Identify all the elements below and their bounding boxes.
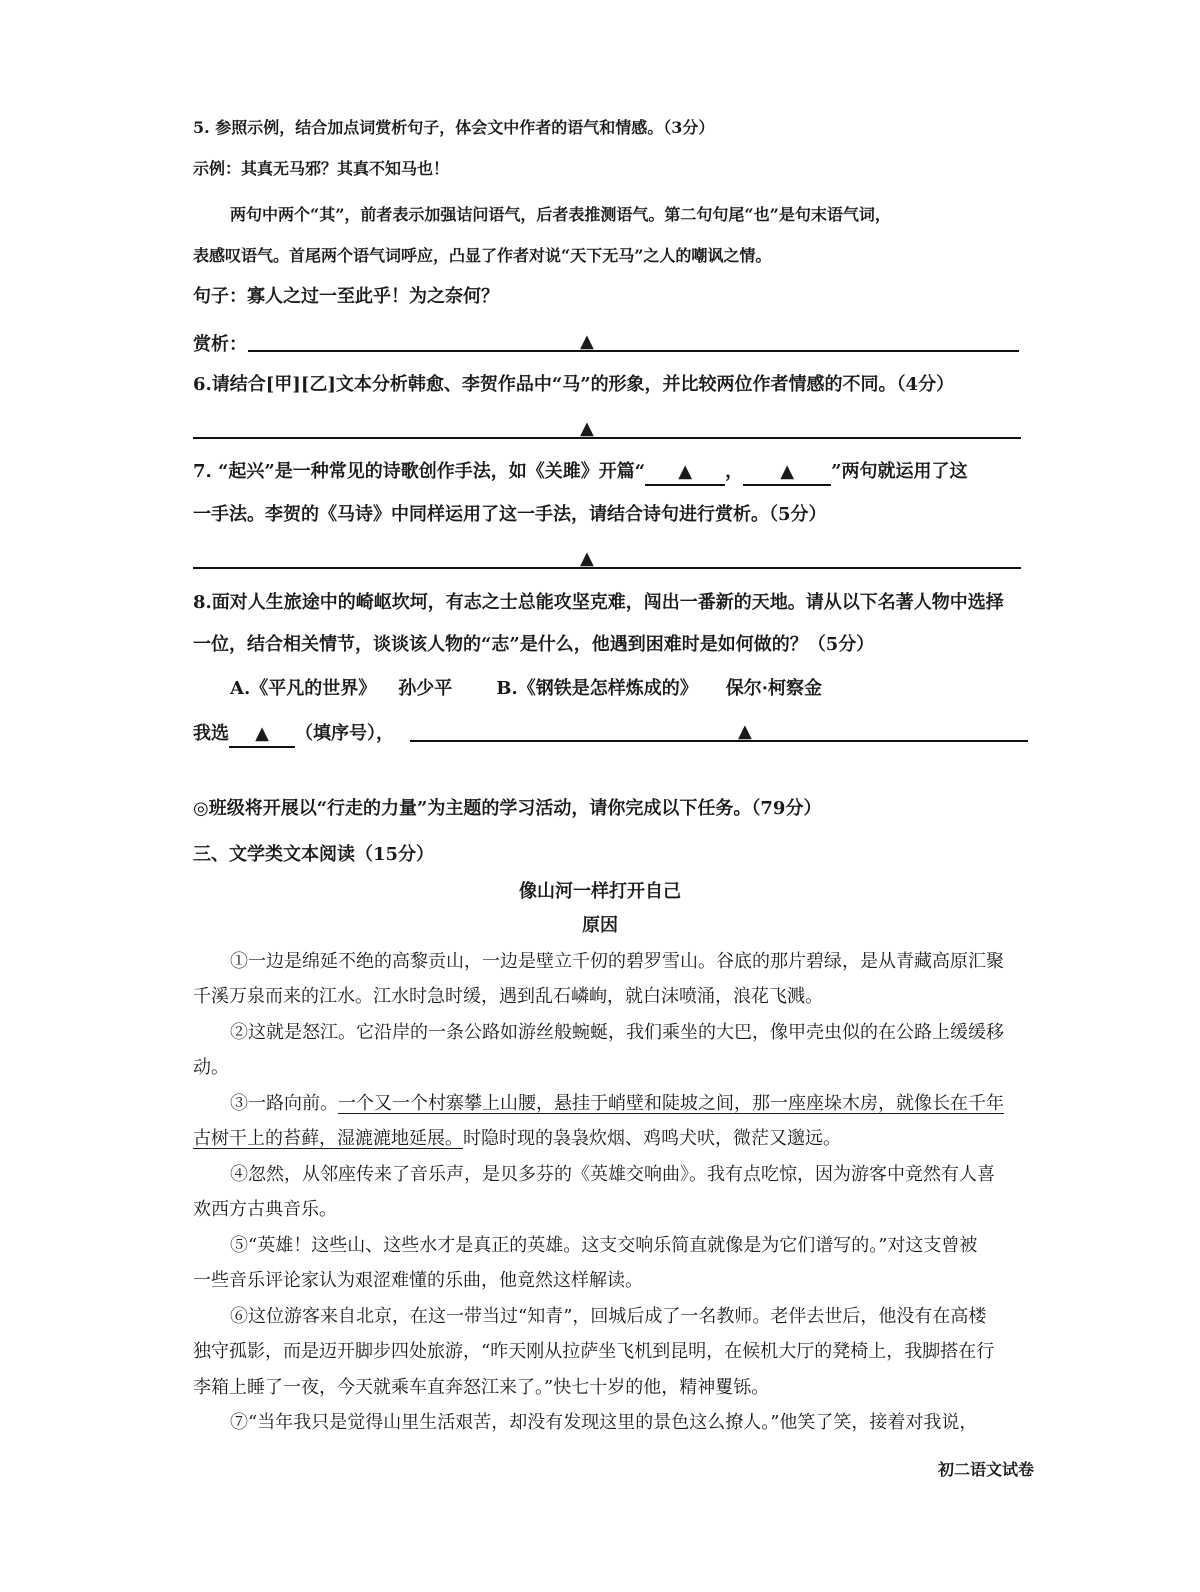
q5-prompt: 5. 参照示例，结合加点词赏析句子，体会文中作者的语气和情感。（3分） [193, 118, 715, 137]
q5-example [193, 157, 449, 181]
article-p5-line2: 一些音乐评论家认为艰涩难懂的乐曲，他竟然这样解读。 [193, 1270, 643, 1291]
q8-option-a-person: 孙少平 [398, 678, 453, 699]
article-p7-line1: ⑦“当年我只是觉得山里生活艰苦，却没有发现这里的景色这么撩人。”他笑了笑，接着对我说， [230, 1412, 978, 1433]
page-footer: 初二语文试卷 [938, 1460, 1035, 1479]
q5-answer-line[interactable] [248, 350, 1019, 352]
article-author: 原因 [582, 915, 618, 936]
article-p3-underlined-2: 古树干上的苔藓，湿漉漉地延展。 [193, 1128, 463, 1149]
q5-answer-mark: ▲ [580, 331, 594, 352]
article-p3-prefix: ③一路向前。 [230, 1093, 338, 1114]
article-p6-line2: 独守孤影，而是迈开脚步四处旅游，“昨天刚从拉萨坐飞机到昆明，在候机大厅的凳椅上，我脚搭在行 [193, 1341, 995, 1362]
q8-answer-line[interactable] [410, 740, 1028, 742]
q5-analysis-line1: 两句中两个“其”，前者表示加强诘问语气，后者表推测语气。第二句句尾“也”是句末语气词， [230, 205, 891, 224]
q5-analysis-line2: 表感叹语气。首尾两个语气词呼应，凸显了作者对说“天下无马”之人的嘲讽之情。 [193, 246, 772, 265]
q5-example-prefix: 示例： [193, 159, 242, 178]
q7-prompt [193, 460, 967, 486]
q7-sep: ， [725, 461, 744, 482]
q8-option-b-book: B.《钢铁是怎样炼成的》 [496, 678, 698, 699]
q8-choose [193, 722, 394, 748]
q8-choose-blank[interactable]: ▲ [229, 722, 295, 748]
q6-prompt: 6.请结合[甲][乙]文本分析韩愈、李贺作品中“马”的形象，并比较两位作者情感的不同。（4分） [193, 374, 955, 395]
q7-answer-mark: ▲ [580, 548, 594, 569]
article-p5-line1: ⑤“英雄！这些山、这些水才是真正的英雄。这支交响乐简直就像是为它们谱写的。”对这支曾被 [230, 1235, 978, 1256]
article-p4-line2: 欢西方古典音乐。 [193, 1199, 337, 1220]
q7-answer-line[interactable] [193, 567, 1021, 569]
article-p3-underlined-1: 一个又一个村寨攀上山腰，悬挂于峭壁和陡坡之间，那一座座垛木房，就像长在千年 [338, 1093, 1004, 1114]
article-p6-line3: 李箱上睡了一夜，今天就乘车直奔怒江来了。”快七十岁的他，精神矍铄。 [193, 1377, 770, 1398]
q7-prompt-b: ”两句就运用了这 [831, 461, 968, 482]
article-p1-line1: ①一边是绵延不绝的高黎贡山，一边是壁立千仞的碧罗雪山。谷底的那片碧绿，是从青藏高原汇聚 [230, 951, 1004, 972]
article-p3-rest: 时隐时现的袅袅炊烟、鸡鸣犬吠，微茫又邈远。 [463, 1128, 841, 1149]
q8-line2: 一位，结合相关情节，谈谈该人物的“志”是什么，他遇到困难时是如何做的？（5分） [193, 634, 875, 655]
article-p3-line1 [230, 1092, 1004, 1116]
q5-sentence: 句子：寡人之过一至此乎！为之奈何？ [193, 286, 499, 307]
q8-option-b-person: 保尔·柯察金 [725, 678, 822, 699]
q7-blank-1[interactable]: ▲ [645, 460, 725, 486]
q5-example-sentence: 其真无马邪？其真不知马也！ [241, 159, 450, 178]
article-p2-line2: 动。 [193, 1057, 229, 1078]
article-p3-line2 [193, 1127, 841, 1151]
q7-line2: 一手法。李贺的《马诗》中同样运用了这一手法，请结合诗句进行赏析。（5分） [193, 504, 827, 525]
q8-options [230, 677, 822, 701]
q5-answer-label: 赏析： [193, 334, 247, 355]
q8-choose-prefix: 我选 [193, 723, 229, 744]
article-p6-line1: ⑥这位游客来自北京，在这一带当过“知青”，回城后成了一名教师。老伴去世后，他没有在高楼 [230, 1306, 987, 1327]
article-p4-line1: ④忽然，从邻座传来了音乐声，是贝多芬的《英雄交响曲》。我有点吃惊，因为游客中竟然有人喜 [230, 1164, 995, 1185]
q7-prompt-a: 7. “起兴”是一种常见的诗歌创作手法，如《关雎》开篇“ [193, 461, 646, 482]
q8-answer-mark: ▲ [738, 721, 752, 742]
q6-answer-line[interactable] [193, 437, 1021, 439]
article-title: 像山河一样打开自己 [519, 881, 681, 902]
q8-choose-suffix: （填序号）， [295, 723, 394, 744]
q6-answer-mark: ▲ [580, 418, 594, 439]
q8-option-a-book: A.《平凡的世界》 [230, 678, 377, 699]
q7-blank-2[interactable]: ▲ [743, 460, 831, 486]
section-intro: ◎班级将开展以“行走的力量”为主题的学习活动，请你完成以下任务。（79分） [193, 798, 822, 819]
article-p2-line1: ②这就是怒江。它沿岸的一条公路如游丝般蜿蜒，我们乘坐的大巴，像甲壳虫似的在公路上缓缓移 [230, 1022, 1004, 1043]
q8-line1: 8.面对人生旅途中的崎岖坎坷，有志之士总能攻坚克难，闯出一番新的天地。请从以下名著人物中选择 [193, 592, 1004, 613]
section3-title: 三、文学类文本阅读（15分） [193, 844, 435, 865]
article-p1-line2: 千溪万泉而来的江水。江水时急时缓，遇到乱石嶙峋，就白沫喷涌，浪花飞溅。 [193, 986, 823, 1007]
